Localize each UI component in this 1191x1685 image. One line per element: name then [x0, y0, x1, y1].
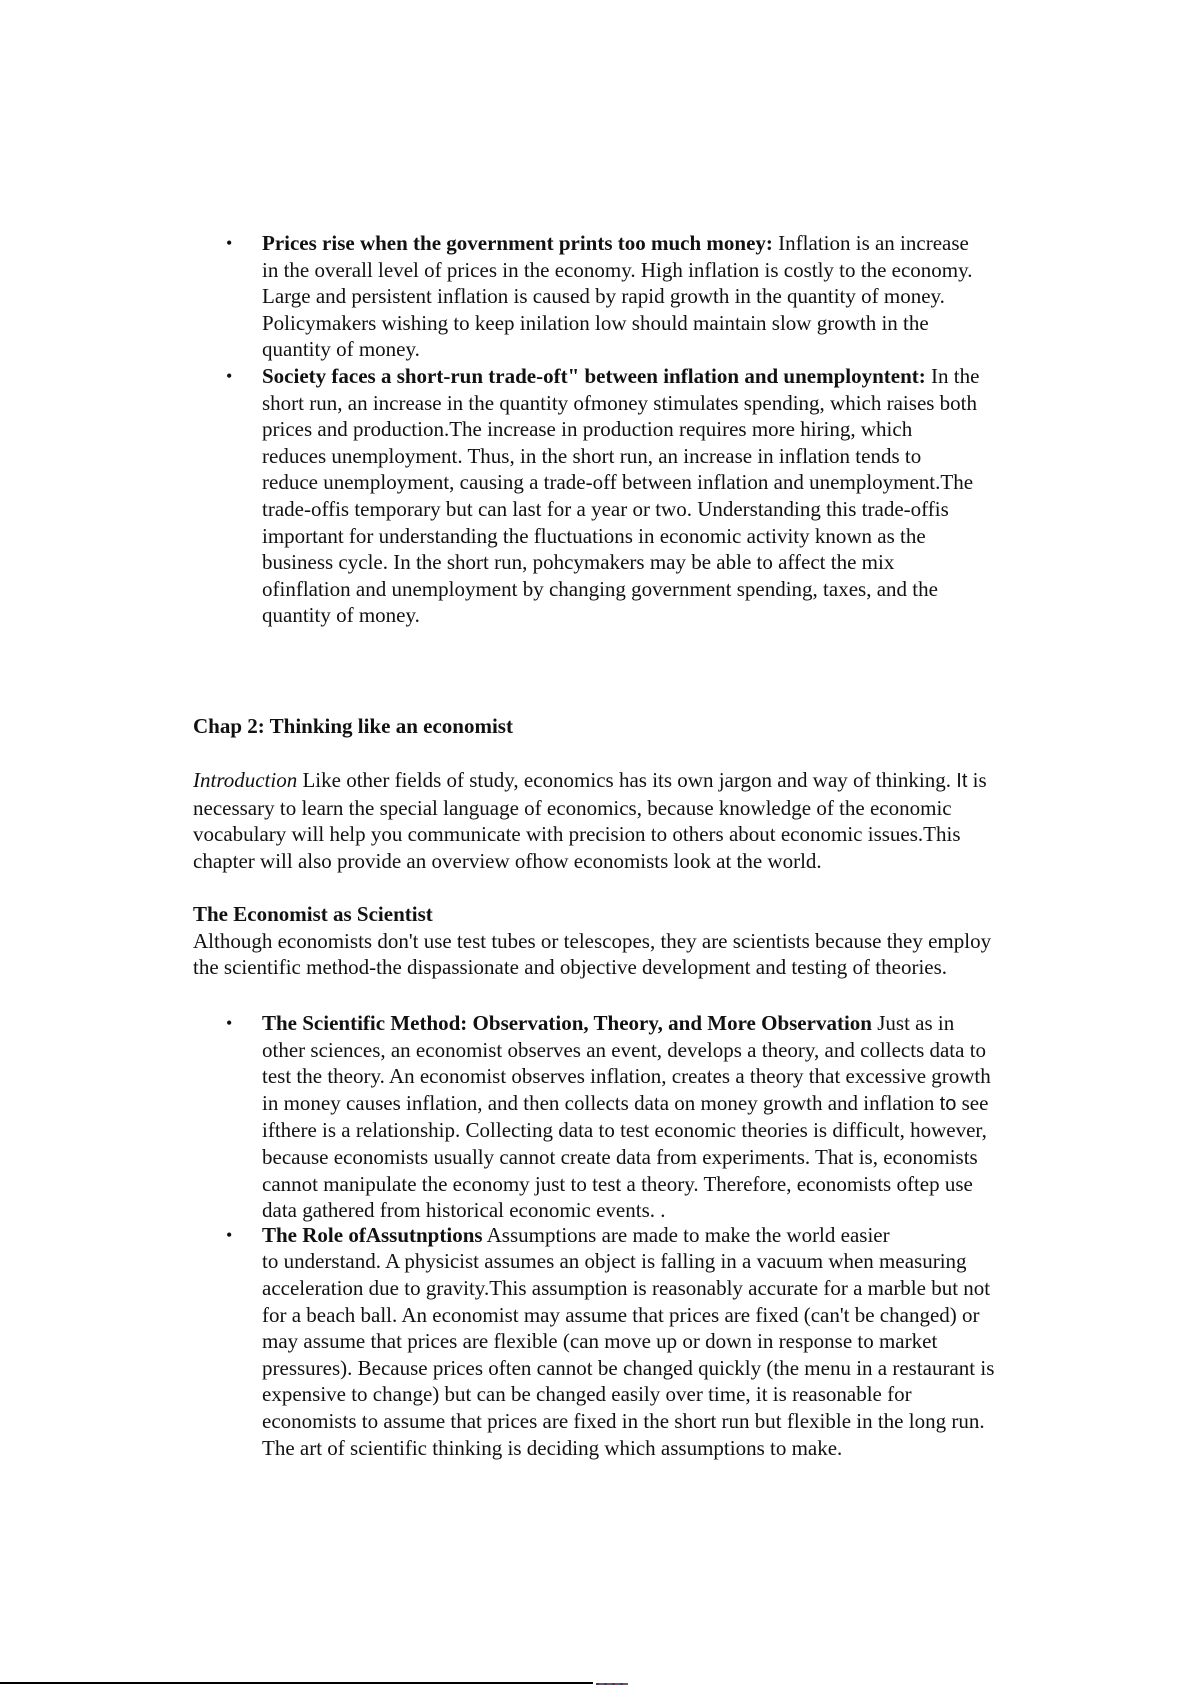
bullet-text: to understand. A physicist assumes an object is falling in a vacuum when measuring	[262, 1249, 967, 1274]
footer-rule	[0, 1682, 593, 1684]
paragraph-text: the scientific method-the dispassionate and objective development and testing of theories.	[193, 955, 948, 980]
paragraph-text: is	[967, 768, 987, 792]
bullet-prices-rise	[226, 230, 1092, 363]
bullet-text: Assumptions are made to make the world easier	[482, 1222, 890, 1247]
bullet-text: to	[939, 1092, 957, 1115]
principles-bullet-list	[226, 230, 1092, 629]
bullet-title: The Role ofAssutnptions	[262, 1222, 483, 1247]
bullet-text: Policymakers wishing to keep inilation low should maintain slow growth in the	[262, 310, 929, 335]
bullet-text: reduces unemployment. Thus, in the short run, an increase in inflation tends to	[262, 443, 922, 468]
bullet-title: Society faces a short-run trade-oft" between inflation and unemployntent:	[262, 363, 926, 388]
bullet-text: acceleration due to gravity.This assumption is reasonably accurate for a marble but not	[262, 1275, 991, 1300]
bullet-scientific-method	[226, 1010, 1092, 1224]
introduction-label: Introduction	[193, 768, 298, 792]
paragraph-text: necessary to learn the special language of economics, because knowledge of the economic	[193, 795, 952, 820]
scientist-bullet-list	[226, 1010, 1092, 1461]
bullet-text: prices and production.The increase in production requires more hiring, which	[262, 417, 913, 442]
bullet-text: ofinflation and unemployment by changing government spending, taxes, and the	[262, 576, 938, 601]
chapter-title: Chap 2: Thinking like an economist	[193, 714, 513, 738]
bullet-text: trade-offis temporary but can last for a year or two. Understanding this trade-offis	[262, 496, 949, 521]
bullet-text: expensive to change) but can be changed easily over time, it is reasonable for	[262, 1382, 912, 1407]
bullet-text: important for understanding the fluctuations in economic activity known as the	[262, 523, 926, 548]
bullet-text: cannot manipulate the economy just to test a theory. Therefore, economists oftep use	[262, 1171, 973, 1196]
bullet-text: In the	[925, 363, 980, 388]
bullet-text: may assume that prices are flexible (can move up or down in response to market	[262, 1329, 938, 1354]
bullet-text: test the theory. An economist observes inflation, creates a theory that excessive growth	[262, 1064, 991, 1089]
paragraph-text: chapter will also provide an overview ofhow economists look at the world.	[193, 848, 822, 873]
bullet-text: economists to assume that prices are fixed in the short run but flexible in the long run.	[262, 1408, 985, 1433]
paragraph-text: vocabulary will help you communicate with precision to others about economic issues.This	[193, 822, 961, 847]
bullet-text: reduce unemployment, causing a trade-off between inflation and unemployment.The	[262, 470, 974, 495]
paragraph-text: Like other fields of study, economics has its own jargon and way of thinking.	[297, 768, 957, 792]
bullet-text: business cycle. In the short run, pohcymakers may be able to affect the mix	[262, 550, 895, 575]
introduction-paragraph	[193, 767, 1093, 874]
bullet-text: ifthere is a relationship. Collecting data to test economic theories is difficult, however,	[262, 1118, 987, 1143]
bullet-icon: •	[226, 233, 233, 253]
bullet-text: data gathered from historical economic events. .	[262, 1198, 666, 1223]
bullet-text: for a beach ball. An economist may assume that prices are fixed (can't be changed) or	[262, 1302, 980, 1327]
section-heading: The Economist as Scientist	[193, 902, 433, 926]
bullet-text: The art of scientific thinking is deciding which assumptions to make.	[262, 1435, 843, 1460]
bullet-title: The Scientific Method: Observation, Theory, and More Observation	[262, 1011, 872, 1035]
paragraph-text: Although economists don't use test tubes or telescopes, they are scientists because they employ	[193, 928, 992, 953]
bullet-title: Prices rise when the government prints too much money:	[262, 231, 773, 255]
bullet-icon: •	[226, 1224, 233, 1245]
bullet-text: other sciences, an economist observes an event, develops a theory, and collects data to	[262, 1037, 987, 1062]
bullet-text: quantity of money.	[262, 337, 420, 362]
bullet-text: in money causes inflation, and then collects data on money growth and inflation	[262, 1090, 940, 1115]
bullet-role-of-assumptions	[226, 1222, 1092, 1461]
bullet-text: short run, an increase in the quantity ofmoney stimulates spending, which raises both	[262, 390, 978, 415]
bullet-text: Inflation is an increase	[772, 231, 969, 255]
bullet-icon: •	[226, 1013, 233, 1033]
bullet-text: because economists usually cannot create data from experiments. That is, economists	[262, 1144, 978, 1169]
bullet-text: see	[956, 1090, 989, 1115]
scientist-section	[193, 901, 1093, 981]
bullet-text: quantity of money.	[262, 603, 420, 628]
bullet-text: in the overall level of prices in the economy. High inflation is costly to the economy.	[262, 257, 973, 282]
bullet-tradeoff	[226, 363, 1092, 629]
bullet-icon: •	[226, 365, 233, 386]
bullet-text: Just as in	[871, 1011, 955, 1035]
bullet-text: pressures). Because prices often cannot be changed quickly (the menu in a restaurant is	[262, 1355, 995, 1380]
paragraph-text: It	[956, 770, 968, 792]
bullet-text: Large and persistent inflation is caused by rapid growth in the quantity of money.	[262, 284, 945, 309]
